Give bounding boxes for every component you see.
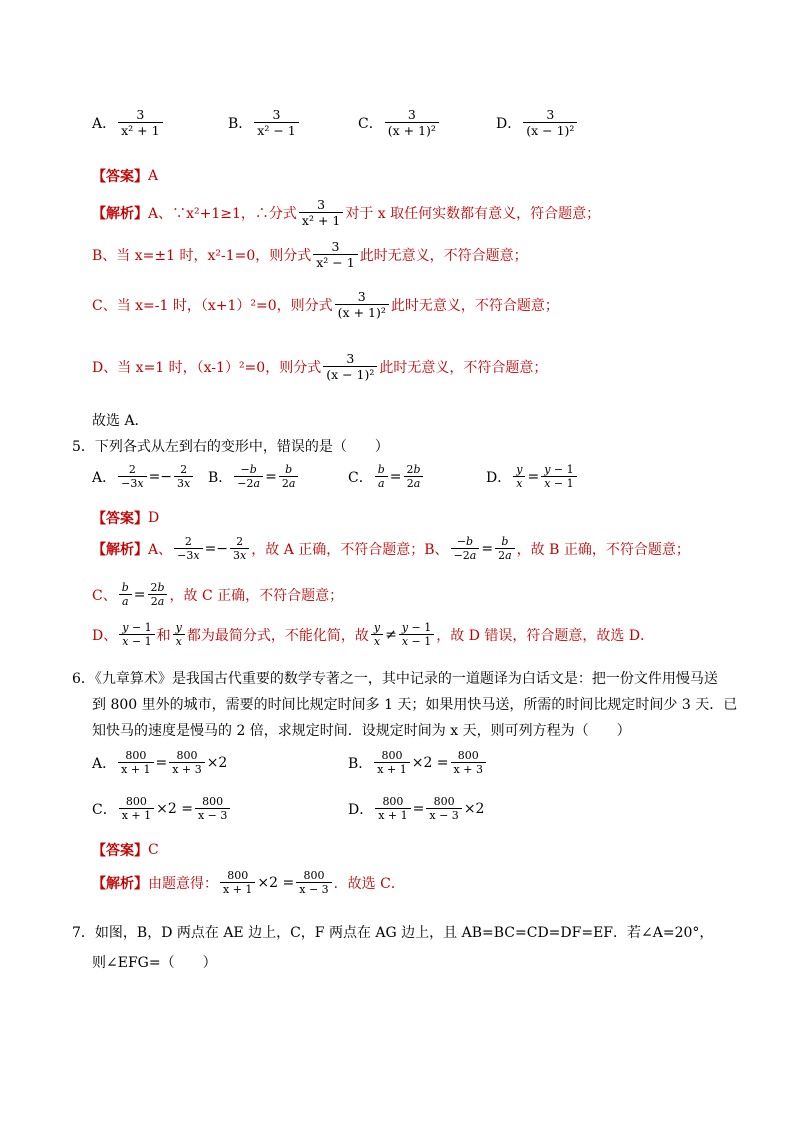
q5-stem: 5．下列各式从左到右的变形中，错误的是（ ） bbox=[72, 439, 389, 455]
q4-option-b-fraction: $\frac{3}{\text{x² − 1}}$ bbox=[254, 108, 298, 138]
q4-option-c: C． $\frac{3}{\text{(x + 1)²}}$ bbox=[358, 108, 441, 138]
q4-analysis-c: C、当 x=-1 时，（x+1）²=0，则分式 $\frac{3}{\text{(x + 1)²}}$ 此时无意义，不符合题意； bbox=[92, 289, 559, 320]
q6-option-a: A． $\frac{800}{x + 1}$ = $\frac{800}{x + 3}$ ×2 bbox=[92, 749, 228, 777]
q6-analysis: 【解析】 由题意得： $\frac{800}{x + 1}$ ×2 = $\frac{800}{x - 3}$ ．故选 C． bbox=[92, 869, 405, 897]
q6-stem-3: 知快马的速度是慢马的 2 倍，求规定时间．设规定时间为 x 天，则可列方程为（ ） bbox=[92, 723, 631, 739]
q4-choose: 故选 A． bbox=[92, 413, 149, 429]
q6-option-b: B． $\frac{800}{x + 1}$ ×2 = $\frac{800}{x + 3}$ bbox=[348, 750, 488, 776]
q6-option-d: D． $\frac{800}{x + 1}$ = $\frac{800}{x - 3}$ ×2 bbox=[348, 795, 485, 823]
q6-option-c: C． $\frac{800}{x + 1}$ ×2 = $\frac{800}{x - 3}$ bbox=[92, 796, 232, 822]
q4-option-d-fraction: $\frac{3}{\text{(x − 1)²}}$ bbox=[523, 108, 577, 138]
q4-option-c-fraction: $\frac{3}{\text{(x + 1)²}}$ bbox=[385, 108, 439, 138]
q4-analysis-d: D、当 x=1 时，（x-1）²=0，则分式 $\frac{3}{\text{(x − 1)²}}$ 此时无意义，不符合题意； bbox=[92, 351, 548, 382]
q5-option-b: B． $\frac{-b}{-2a}$ = $\frac{b}{2a}$ bbox=[208, 464, 300, 490]
q4-option-b: B． $\frac{3}{\text{x² − 1}}$ bbox=[228, 108, 301, 138]
q5-option-c: C． $\frac{b}{a}$ = $\frac{2b}{2a}$ bbox=[348, 464, 426, 490]
q5-analysis-c: C、 $\frac{b}{a}$ = $\frac{2b}{2a}$ ，故 C 正确，不符合题意； bbox=[92, 581, 344, 609]
q5-option-d: D． $\frac{y}{x}$ = $\frac{y - 1}{x - 1}$ bbox=[486, 464, 579, 490]
q4-option-a-fraction: $\frac{3}{\text{x² + 1}}$ bbox=[118, 108, 162, 138]
q4-answer: 【答案】 A bbox=[92, 168, 159, 185]
q5-option-a: A． $\frac{2}{-3x}$ =− $\frac{2}{3x}$ bbox=[92, 464, 195, 490]
q5-analysis-ab: 【解析】 A、 $\frac{2}{-3x}$ =− $\frac{2}{3x}$ ，故 A 正确，不符合题意；B、 $\frac{-b}{-2a}$ = $\frac{b}{2a}$ ，故 B 正确，不符合题意； bbox=[92, 535, 690, 563]
q4-option-d: D． $\frac{3}{\text{(x − 1)²}}$ bbox=[496, 108, 579, 138]
q7-stem-2: 则∠EFG=（ ） bbox=[92, 955, 217, 971]
q4-option-a: A． $\frac{3}{\text{x² + 1}}$ bbox=[92, 108, 165, 138]
q4-analysis-a: 【解析】 A、∵x²+1≥1，∴分式 $\frac{3}{\text{x² + 1}}$ 对于 x 取任何实数都有意义，符合题意； bbox=[92, 197, 601, 228]
q5-analysis-d: D、 $\frac{y - 1}{x - 1}$ 和 $\frac{y}{x}$ 都为最简分式，不能化简，故 $\frac{y}{x}$ ≠ $\frac{y - 1}{x - 1}$ ，故 D 错误，符合题意，故选 D． bbox=[92, 621, 655, 649]
q7-stem-1: 7．如图，B，D 两点在 AE 边上，C，F 两点在 AG 边上，且 AB=BC=CD=DF=EF．若∠A=20°， bbox=[72, 925, 714, 941]
q6-answer: 【答案】 C bbox=[92, 842, 159, 859]
q4-analysis-b: B、当 x=±1 时，x²-1=0，则分式 $\frac{3}{\text{x² − 1}}$ 此时无意义，不符合题意； bbox=[92, 239, 528, 270]
q5-answer: 【答案】 D bbox=[92, 510, 160, 527]
q6-stem-2: 到 800 里外的城市，需要的时间比规定时间多 1 天；如果用快马送，所需的时间比规定时间少 3 天．已 bbox=[92, 697, 738, 713]
q6-stem-1: 6．《九章算术》是我国古代重要的数学专著之一，其中记录的一道题译为白话文是：把一份文件用慢马送 bbox=[72, 671, 718, 687]
